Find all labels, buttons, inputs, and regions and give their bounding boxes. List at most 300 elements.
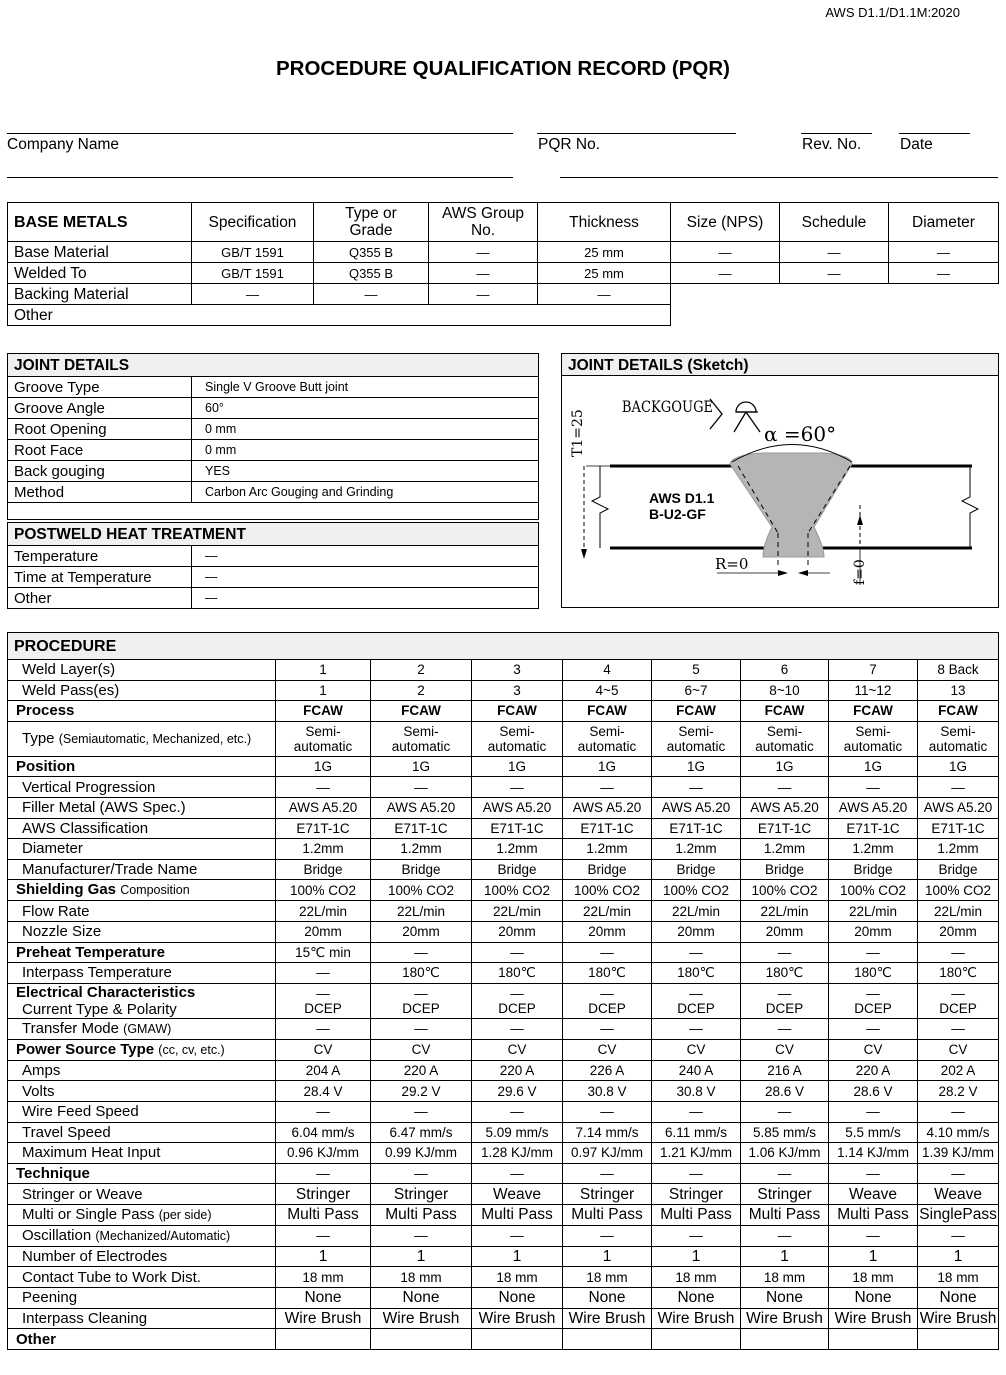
cell[interactable]: — DCEP — [918, 983, 999, 1018]
cell[interactable]: Stringer — [276, 1184, 371, 1205]
cell[interactable]: FCAW — [829, 701, 918, 722]
cell[interactable]: 1G — [918, 756, 999, 777]
cell[interactable]: AWS A5.20 — [472, 797, 563, 818]
cell[interactable]: 18 mm — [276, 1267, 371, 1288]
cell[interactable]: — — [563, 1225, 652, 1246]
cell[interactable]: CV — [276, 1039, 371, 1060]
cell[interactable]: Semi- automatic — [276, 721, 371, 756]
cell[interactable]: — — [652, 777, 741, 798]
cell[interactable]: AWS A5.20 — [652, 797, 741, 818]
cell[interactable]: 202 A — [918, 1060, 999, 1081]
cell[interactable]: 180℃ — [652, 963, 741, 984]
cell[interactable]: — — [918, 942, 999, 963]
cell[interactable]: — — [829, 1101, 918, 1122]
cell[interactable]: — — [918, 1163, 999, 1184]
cell[interactable]: Wire Brush — [276, 1308, 371, 1329]
cell[interactable]: Wire Brush — [829, 1308, 918, 1329]
cell[interactable]: 1 — [371, 1246, 472, 1267]
cell[interactable]: Semi- automatic — [829, 721, 918, 756]
cell[interactable]: — DCEP — [829, 983, 918, 1018]
cell[interactable]: 29.2 V — [371, 1081, 472, 1102]
cell[interactable]: 28.2 V — [918, 1081, 999, 1102]
cell[interactable]: — — [918, 1225, 999, 1246]
cell[interactable]: — DCEP — [472, 983, 563, 1018]
pqr-info-line-2[interactable] — [560, 177, 998, 178]
cell[interactable] — [472, 1329, 563, 1350]
cell[interactable]: 1.14 KJ/mm — [829, 1143, 918, 1164]
cell[interactable]: 180℃ — [829, 963, 918, 984]
cell[interactable]: 0.96 KJ/mm — [276, 1143, 371, 1164]
cell[interactable]: 6.47 mm/s — [371, 1122, 472, 1143]
cell[interactable]: 0 mm — [192, 440, 539, 461]
cell[interactable]: — — [472, 1101, 563, 1122]
table-row — [8, 567, 539, 588]
cell[interactable]: 6.11 mm/s — [652, 1122, 741, 1143]
cell[interactable]: 18 mm — [652, 1267, 741, 1288]
cell[interactable]: — — [563, 1163, 652, 1184]
cell[interactable]: — — [780, 263, 889, 284]
cell[interactable]: 28.4 V — [276, 1081, 371, 1102]
cell[interactable]: Wire Brush — [472, 1308, 563, 1329]
cell[interactable]: 1 — [276, 680, 371, 701]
cell[interactable]: 180℃ — [918, 963, 999, 984]
cell[interactable]: Semi- automatic — [371, 721, 472, 756]
cell[interactable]: 8~10 — [741, 680, 829, 701]
cell[interactable]: — — [741, 777, 829, 798]
cell[interactable]: E71T-1C — [741, 818, 829, 839]
cell[interactable]: None — [652, 1288, 741, 1309]
date-line[interactable] — [899, 133, 970, 134]
cell[interactable]: 1 — [918, 1246, 999, 1267]
cell[interactable]: — — [652, 1225, 741, 1246]
cell[interactable]: 220 A — [371, 1060, 472, 1081]
cell[interactable]: 100% CO2 — [652, 880, 741, 901]
cell[interactable]: CV — [829, 1039, 918, 1060]
cell[interactable]: 1.2mm — [371, 839, 472, 860]
cell[interactable]: Bridge — [829, 859, 918, 880]
cell[interactable]: 1G — [371, 756, 472, 777]
cell[interactable]: — — [780, 242, 889, 263]
cell[interactable]: 2 — [371, 660, 472, 681]
cell[interactable]: — — [371, 942, 472, 963]
cell[interactable]: CV — [472, 1039, 563, 1060]
cell[interactable]: SinglePass — [919, 1206, 997, 1224]
cell[interactable]: — — [276, 1225, 371, 1246]
cell[interactable]: 220 A — [829, 1060, 918, 1081]
cell[interactable]: E71T-1C — [276, 818, 371, 839]
cell[interactable]: Stringer — [652, 1184, 741, 1205]
cell[interactable]: 18 mm — [829, 1267, 918, 1288]
cell[interactable]: CV — [563, 1039, 652, 1060]
cell[interactable]: — DCEP — [652, 983, 741, 1018]
cell[interactable]: 4~5 — [563, 680, 652, 701]
cell[interactable]: Wire Brush — [563, 1308, 652, 1329]
col-type-grade — [314, 203, 429, 242]
cell[interactable]: AWS A5.20 — [371, 797, 472, 818]
cell[interactable]: 100% CO2 — [741, 880, 829, 901]
cell[interactable]: Wire Brush — [741, 1308, 829, 1329]
cell[interactable]: 18 mm — [563, 1267, 652, 1288]
cell[interactable]: — — [563, 777, 652, 798]
cell[interactable]: 100% CO2 — [563, 880, 652, 901]
cell[interactable]: 1.2mm — [741, 839, 829, 860]
cell[interactable]: — — [741, 1018, 829, 1039]
cell[interactable]: 1G — [472, 756, 563, 777]
cell[interactable]: — — [741, 1225, 829, 1246]
cell[interactable]: — — [829, 777, 918, 798]
cell[interactable]: — — [192, 567, 539, 588]
cell[interactable]: Bridge — [918, 859, 999, 880]
cell[interactable]: 22L/min — [652, 901, 741, 922]
cell[interactable]: E71T-1C — [563, 818, 652, 839]
cell[interactable]: FCAW — [371, 701, 472, 722]
cell[interactable]: 18 mm — [741, 1267, 829, 1288]
cell[interactable]: E71T-1C — [829, 818, 918, 839]
cell[interactable]: — — [192, 546, 539, 567]
cell[interactable]: — — [192, 284, 314, 305]
cell[interactable]: 7.14 mm/s — [563, 1122, 652, 1143]
cell[interactable]: FCAW — [563, 701, 652, 722]
cell[interactable]: None — [371, 1288, 472, 1309]
cell[interactable]: — — [918, 1018, 999, 1039]
cell[interactable]: — — [829, 942, 918, 963]
cell[interactable]: — — [371, 1018, 472, 1039]
cell[interactable]: None — [276, 1288, 371, 1309]
cell[interactable]: 30.8 V — [563, 1081, 652, 1102]
row-label-text: Number of Electrodes — [22, 1248, 168, 1266]
cell[interactable]: 100% CO2 — [829, 880, 918, 901]
cell[interactable]: — — [371, 1101, 472, 1122]
cell[interactable]: — — [889, 242, 999, 263]
cell[interactable]: Multi Pass — [563, 1204, 652, 1225]
cell[interactable]: — DCEP — [371, 983, 472, 1018]
cell[interactable]: AWS A5.20 — [741, 797, 829, 818]
cell[interactable]: Bridge — [276, 859, 371, 880]
cell[interactable]: 226 A — [563, 1060, 652, 1081]
cell[interactable]: 20mm — [276, 921, 371, 942]
cell[interactable]: 1.28 KJ/mm — [472, 1143, 563, 1164]
cell[interactable]: 6.04 mm/s — [276, 1122, 371, 1143]
cell[interactable]: AWS A5.20 — [918, 797, 999, 818]
cell[interactable]: — — [472, 1163, 563, 1184]
cell[interactable]: 216 A — [741, 1060, 829, 1081]
cell[interactable]: E71T-1C — [371, 818, 472, 839]
cell[interactable]: 0.97 KJ/mm — [563, 1143, 652, 1164]
cell[interactable]: Wire Brush — [918, 1308, 999, 1329]
cell[interactable]: E71T-1C — [652, 818, 741, 839]
cell[interactable]: None — [829, 1288, 918, 1309]
table-row — [8, 839, 999, 860]
cell[interactable]: 1 — [276, 660, 371, 681]
cell[interactable]: 15℃ min — [276, 942, 371, 963]
cell[interactable]: FCAW — [741, 701, 829, 722]
cell[interactable]: — DCEP — [276, 983, 371, 1018]
cell[interactable]: 220 A — [472, 1060, 563, 1081]
cell[interactable]: — DCEP — [563, 983, 652, 1018]
cell[interactable]: 7 — [829, 660, 918, 681]
cell[interactable]: Bridge — [741, 859, 829, 880]
cell[interactable]: 240 A — [652, 1060, 741, 1081]
cell[interactable]: Semi- automatic — [472, 721, 563, 756]
cell[interactable]: — — [829, 1018, 918, 1039]
cell[interactable]: 5 — [652, 660, 741, 681]
cell[interactable]: 4.10 mm/s — [918, 1122, 999, 1143]
cell[interactable]: — — [276, 963, 371, 984]
cell[interactable]: Weave — [918, 1184, 999, 1205]
pqr-no-label: PQR No. — [538, 136, 601, 153]
cell[interactable]: 30.8 V — [652, 1081, 741, 1102]
cell[interactable]: CV — [371, 1039, 472, 1060]
cell[interactable]: Semi- automatic — [563, 721, 652, 756]
cell[interactable]: Carbon Arc Gouging and Grinding — [192, 482, 539, 503]
cell[interactable]: — — [314, 284, 429, 305]
cell[interactable]: 1.21 KJ/mm — [652, 1143, 741, 1164]
cell[interactable]: 25 mm — [538, 263, 671, 284]
cell[interactable]: 20mm — [472, 921, 563, 942]
base-metals-header: BASE METALS — [8, 203, 192, 242]
cell[interactable]: 1 — [829, 1246, 918, 1267]
cell[interactable]: E71T-1C — [472, 818, 563, 839]
cell[interactable]: 204 A — [276, 1060, 371, 1081]
cell[interactable]: CV — [918, 1039, 999, 1060]
cell[interactable]: Bridge — [371, 859, 472, 880]
cell[interactable]: Multi Pass — [276, 1204, 371, 1225]
cell[interactable]: 20mm — [918, 921, 999, 942]
cell[interactable]: 20mm — [652, 921, 741, 942]
cell[interactable]: Bridge — [652, 859, 741, 880]
cell[interactable]: 3 — [472, 680, 563, 701]
cell[interactable]: 18 mm — [371, 1267, 472, 1288]
cell[interactable]: — — [429, 263, 538, 284]
cell[interactable]: YES — [192, 461, 539, 482]
cell[interactable]: — — [371, 1163, 472, 1184]
cell[interactable]: — — [563, 942, 652, 963]
cell[interactable]: — — [829, 1163, 918, 1184]
cell[interactable]: 11~12 — [829, 680, 918, 701]
cell[interactable]: None — [563, 1288, 652, 1309]
cell[interactable]: 1.2mm — [276, 839, 371, 860]
cell[interactable]: CV — [652, 1039, 741, 1060]
cell[interactable]: 28.6 V — [829, 1081, 918, 1102]
cell[interactable]: 1.06 KJ/mm — [741, 1143, 829, 1164]
cell[interactable]: AWS A5.20 — [829, 797, 918, 818]
cell[interactable]: — — [276, 1101, 371, 1122]
cell[interactable]: 1G — [276, 756, 371, 777]
cell[interactable]: — — [538, 284, 671, 305]
cell[interactable] — [652, 1329, 741, 1350]
cell[interactable]: GB/T 1591 — [192, 263, 314, 284]
cell[interactable]: — — [829, 1225, 918, 1246]
cell[interactable]: Stringer — [741, 1184, 829, 1205]
cell[interactable]: Weave — [829, 1184, 918, 1205]
cell[interactable]: 180℃ — [563, 963, 652, 984]
cell[interactable]: Single V Groove Butt joint — [192, 377, 539, 398]
cell[interactable]: 1.2mm — [652, 839, 741, 860]
cell[interactable]: Stringer — [563, 1184, 652, 1205]
cell[interactable]: Stringer — [371, 1184, 472, 1205]
cell[interactable] — [918, 1329, 999, 1350]
cell[interactable]: 22L/min — [918, 901, 999, 922]
cell[interactable]: — — [371, 777, 472, 798]
rev-no-line[interactable] — [801, 133, 872, 134]
cell[interactable]: 5.85 mm/s — [741, 1122, 829, 1143]
row-label-text: Weld Layer(s) — [22, 661, 116, 679]
cell[interactable]: 100% CO2 — [918, 880, 999, 901]
cell[interactable]: 22L/min — [371, 901, 472, 922]
cell[interactable]: 20mm — [371, 921, 472, 942]
cell[interactable] — [276, 1329, 371, 1350]
cell[interactable]: — — [472, 777, 563, 798]
cell[interactable]: — — [429, 284, 538, 305]
cell[interactable]: — — [918, 777, 999, 798]
cell[interactable]: — — [429, 242, 538, 263]
cell[interactable] — [371, 1329, 472, 1350]
row-label-text: Position — [16, 758, 76, 776]
cell[interactable]: 4 — [563, 660, 652, 681]
cell[interactable]: — — [741, 1163, 829, 1184]
cell[interactable] — [829, 1329, 918, 1350]
other-cell[interactable] — [192, 305, 671, 326]
cell[interactable]: 20mm — [563, 921, 652, 942]
cell[interactable]: 100% CO2 — [276, 880, 371, 901]
cell[interactable]: Wire Brush — [652, 1308, 741, 1329]
cell[interactable]: 25 mm — [538, 242, 671, 263]
cell[interactable]: Bridge — [472, 859, 563, 880]
cell[interactable]: 0.99 KJ/mm — [371, 1143, 472, 1164]
cell[interactable]: Multi Pass — [371, 1204, 472, 1225]
cell[interactable]: FCAW — [652, 701, 741, 722]
cell[interactable]: 6 — [741, 660, 829, 681]
cell[interactable]: 13 — [918, 680, 999, 701]
cell[interactable]: 5.5 mm/s — [829, 1122, 918, 1143]
cell[interactable]: 22L/min — [563, 901, 652, 922]
cell[interactable]: — — [741, 1101, 829, 1122]
cell[interactable]: 22L/min — [472, 901, 563, 922]
company-name-line[interactable] — [7, 133, 513, 134]
cell[interactable]: 1 — [652, 1246, 741, 1267]
cell[interactable]: 1 — [472, 1246, 563, 1267]
table-row — [8, 1039, 999, 1060]
cell[interactable]: 100% CO2 — [472, 880, 563, 901]
cell[interactable]: — — [276, 1018, 371, 1039]
cell[interactable]: — — [652, 942, 741, 963]
cell[interactable]: — — [652, 1163, 741, 1184]
cell[interactable]: None — [741, 1288, 829, 1309]
cell[interactable]: Multi Pass — [652, 1204, 741, 1225]
cell[interactable]: 1 — [276, 1246, 371, 1267]
cell[interactable]: 2 — [371, 680, 472, 701]
cell[interactable]: 1.2mm — [472, 839, 563, 860]
cell[interactable]: 18 mm — [472, 1267, 563, 1288]
cell[interactable]: — — [671, 263, 780, 284]
cell[interactable]: Weave — [472, 1184, 563, 1205]
cell[interactable]: E71T-1C — [918, 818, 999, 839]
cell[interactable]: — DCEP — [741, 983, 829, 1018]
cell[interactable]: 28.6 V — [741, 1081, 829, 1102]
cell[interactable]: 22L/min — [829, 901, 918, 922]
cell[interactable]: 60° — [192, 398, 539, 419]
cell[interactable]: 180℃ — [741, 963, 829, 984]
cell[interactable]: 100% CO2 — [371, 880, 472, 901]
cell[interactable]: 1G — [563, 756, 652, 777]
cell[interactable]: 3 — [472, 660, 563, 681]
cell[interactable]: — — [741, 942, 829, 963]
cell[interactable]: — — [276, 777, 371, 798]
cell[interactable]: — — [192, 588, 539, 609]
cell[interactable]: Semi- automatic — [652, 721, 741, 756]
cell[interactable]: 20mm — [741, 921, 829, 942]
pqr-no-line[interactable] — [537, 133, 736, 134]
cell[interactable]: 29.6 V — [472, 1081, 563, 1102]
cell[interactable]: FCAW — [276, 701, 371, 722]
cell[interactable]: — — [652, 1101, 741, 1122]
cell[interactable]: — — [276, 1163, 371, 1184]
cell[interactable]: — — [472, 1225, 563, 1246]
cell[interactable]: — — [671, 242, 780, 263]
cell[interactable]: Semi- automatic — [918, 721, 999, 756]
cell[interactable]: None — [918, 1288, 999, 1309]
cell[interactable]: 1G — [829, 756, 918, 777]
cell[interactable]: 20mm — [829, 921, 918, 942]
cell[interactable]: 8 Back — [918, 660, 999, 681]
cell[interactable]: 1G — [741, 756, 829, 777]
cell[interactable]: 22L/min — [741, 901, 829, 922]
cell[interactable]: 6~7 — [652, 680, 741, 701]
cell[interactable]: AWS A5.20 — [276, 797, 371, 818]
cell[interactable]: — — [371, 1225, 472, 1246]
cell[interactable]: Semi- automatic — [741, 721, 829, 756]
cell[interactable]: 18 mm — [918, 1267, 999, 1288]
cell[interactable]: Bridge — [563, 859, 652, 880]
cell[interactable]: FCAW — [472, 701, 563, 722]
cell[interactable]: 1.2mm — [829, 839, 918, 860]
cell[interactable]: 5.09 mm/s — [472, 1122, 563, 1143]
cell[interactable]: — — [563, 1018, 652, 1039]
cell[interactable] — [563, 1329, 652, 1350]
cell[interactable]: 180℃ — [472, 963, 563, 984]
cell[interactable]: 1.2mm — [918, 839, 999, 860]
cell[interactable]: — — [472, 1018, 563, 1039]
cell[interactable]: — — [652, 1018, 741, 1039]
cell[interactable]: Wire Brush — [371, 1308, 472, 1329]
cell[interactable]: AWS A5.20 — [563, 797, 652, 818]
cell[interactable]: — — [918, 1101, 999, 1122]
cell[interactable]: 0 mm — [192, 419, 539, 440]
cell[interactable]: — — [563, 1101, 652, 1122]
cell[interactable]: GB/T 1591 — [192, 242, 314, 263]
cell[interactable] — [741, 1329, 829, 1350]
cell[interactable]: 1 — [741, 1246, 829, 1267]
cell[interactable]: Q355 B — [314, 263, 429, 284]
cell[interactable]: 1.39 KJ/mm — [918, 1143, 999, 1164]
cell[interactable]: Multi Pass — [829, 1204, 918, 1225]
row-label-text: Transfer Mode — [22, 1019, 119, 1037]
cell[interactable]: — — [889, 263, 999, 284]
cell[interactable]: FCAW — [918, 701, 999, 722]
cell[interactable]: 1 — [563, 1246, 652, 1267]
cell[interactable]: 1G — [652, 756, 741, 777]
cell[interactable]: Multi Pass — [741, 1204, 829, 1225]
cell[interactable]: 1.2mm — [563, 839, 652, 860]
cell[interactable]: 180℃ — [371, 963, 472, 984]
cell[interactable]: — — [472, 942, 563, 963]
company-name-line-2[interactable] — [7, 177, 513, 178]
cell[interactable]: Q355 B — [314, 242, 429, 263]
cell[interactable]: 22L/min — [276, 901, 371, 922]
cell[interactable]: Multi Pass — [472, 1204, 563, 1225]
cell[interactable]: CV — [741, 1039, 829, 1060]
cell[interactable]: None — [472, 1288, 563, 1309]
